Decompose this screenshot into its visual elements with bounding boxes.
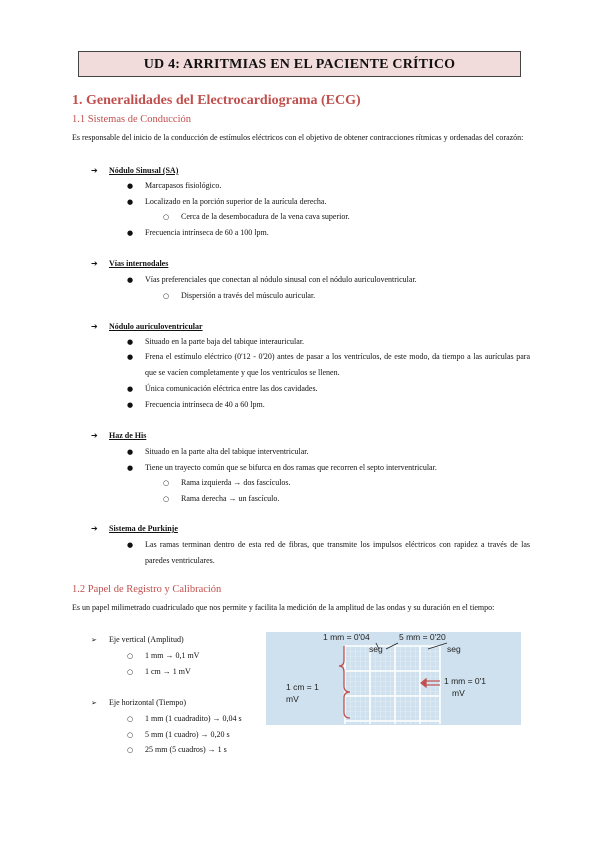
list-item-av: ➔ Nódulo auriculoventricular	[91, 322, 203, 331]
list-item: ● Situado en la parte baja del tabique interauricular.	[127, 337, 305, 346]
list-item: ○ 25 mm (5 cuadros) → 1 s	[127, 745, 227, 754]
bullet-icon: ●	[127, 464, 134, 472]
circle-bullet-icon: ○	[163, 213, 170, 221]
list-item: ● Situado en la parte alta del tabique interventricular.	[127, 447, 309, 456]
list-item-sa: ➔ Nódulo Sinusal (SA)	[91, 166, 179, 175]
list-item: ○ 1 mm (1 cuadradito) → 0,04 s	[127, 714, 242, 723]
list-item: ● Las ramas terminan dentro de esta red de fibras, que transmite los impulsos eléctricos con rapidez a través de las paredes ventriculares.	[127, 537, 530, 569]
bullet-icon: ●	[127, 182, 134, 190]
list-item: ● Frecuencia intrínseca de 60 a 100 lpm.	[127, 228, 269, 237]
list-item: ○ 1 cm → 1 mV	[127, 667, 191, 676]
bullet-icon: ●	[127, 448, 134, 456]
bullet-icon: ●	[127, 385, 134, 393]
list-item: ○ Cerca de la desembocadura de la vena cava superior.	[163, 212, 350, 221]
bullet-icon: ●	[127, 541, 134, 549]
ecg-paper-figure	[266, 632, 521, 725]
circle-bullet-icon: ○	[127, 715, 134, 723]
circle-bullet-icon: ○	[127, 731, 134, 739]
bullet-icon: ●	[127, 276, 134, 284]
arrow-bullet-icon: ➔	[91, 524, 98, 533]
arrow-bullet-icon: ➔	[91, 166, 98, 175]
subsection-heading-paper: 1.2 Papel de Registro y Calibración	[72, 584, 222, 595]
list-item: ● Única comunicación eléctrica entre las dos cavidades.	[127, 384, 318, 393]
list-item-vertical-axis: ➢ Eje vertical (Amplitud)	[91, 635, 184, 644]
section-heading: 1. Generalidades del Electrocardiograma (ECG)	[72, 93, 361, 108]
paragraph-conduction-intro: Es responsable del inicio de la conducción de estímulos eléctricos con el objetivo de obtener contracciones rítmicas y ordenadas del corazón:	[72, 133, 524, 142]
label-5mm-time-unit: seg	[447, 644, 461, 654]
list-item: ○ 5 mm (1 cuadro) → 0,20 s	[127, 730, 230, 739]
list-item-his: ➔ Haz de His	[91, 431, 147, 440]
list-item: ● Localizado en la porción superior de la aurícula derecha.	[127, 197, 327, 206]
list-item: ● Marcapasos fisiológico.	[127, 181, 222, 190]
label-mm-time-unit: seg	[369, 644, 383, 654]
label-mm-amplitude-unit: mV	[452, 688, 465, 698]
arrow-bullet-icon: ➔	[91, 322, 98, 331]
list-item: ● Frecuencia intrínseca de 40 a 60 lpm.	[127, 400, 265, 409]
label-cm-amplitude: 1 cm = 1	[286, 682, 319, 692]
bullet-icon: ●	[127, 353, 134, 361]
paragraph-paper-intro: Es un papel milimetrado cuadriculado que nos permite y facilita la medición de la amplitud de las ondas y su duración en el tiempo:	[72, 603, 495, 612]
bullet-icon: ●	[127, 401, 134, 409]
list-item: ● Vías preferenciales que conectan al nódulo sinusal con el nódulo auriculoventricular.	[127, 275, 417, 284]
list-item: ○ Rama izquierda → dos fascículos.	[163, 478, 291, 487]
label-mm-amplitude: 1 mm = 0'1	[444, 676, 487, 686]
arrow-bullet-icon: ➔	[91, 431, 98, 440]
subsection-heading-conduction: 1.1 Sistemas de Conducción	[72, 114, 191, 125]
list-item: ○ Dispersión a través del músculo auricular.	[163, 291, 316, 300]
list-item: ● Tiene un trayecto común que se bifurca en dos ramas que recorren el septo interventricular.	[127, 463, 437, 472]
circle-bullet-icon: ○	[127, 668, 134, 676]
list-item-horizontal-axis: ➢ Eje horizontal (Tiempo)	[91, 698, 187, 707]
label-mm-time: 1 mm = 0'04	[323, 632, 370, 642]
bullet-icon: ●	[127, 198, 134, 206]
circle-bullet-icon: ○	[163, 292, 170, 300]
arrow-bullet-icon: ➔	[91, 259, 98, 268]
document-title: UD 4: ARRITMIAS EN EL PACIENTE CRÍTICO	[78, 51, 521, 77]
circle-bullet-icon: ○	[163, 479, 170, 487]
list-item-vias: ➔ Vías internodales	[91, 259, 169, 268]
arrowhead-bullet-icon: ➢	[91, 636, 97, 644]
list-item-purkinje: ➔ Sistema de Purkinje	[91, 524, 178, 533]
list-item: ○ 1 mm → 0,1 mV	[127, 651, 200, 660]
label-cm-amplitude-unit: mV	[286, 694, 299, 704]
arrowhead-bullet-icon: ➢	[91, 699, 97, 707]
bullet-icon: ●	[127, 229, 134, 237]
bullet-icon: ●	[127, 338, 134, 346]
circle-bullet-icon: ○	[163, 495, 170, 503]
label-5mm-time: 5 mm = 0'20	[399, 632, 446, 642]
circle-bullet-icon: ○	[127, 652, 134, 660]
circle-bullet-icon: ○	[127, 746, 134, 754]
list-item: ● Frena el estímulo eléctrico (0'12 - 0'20) antes de pasar a los ventrículos, de este modo, da tiempo a las aurículas para que se vacíen completamente y que los ventrículos se llenen.	[127, 349, 530, 381]
list-item: ○ Rama derecha → un fascículo.	[163, 494, 280, 503]
